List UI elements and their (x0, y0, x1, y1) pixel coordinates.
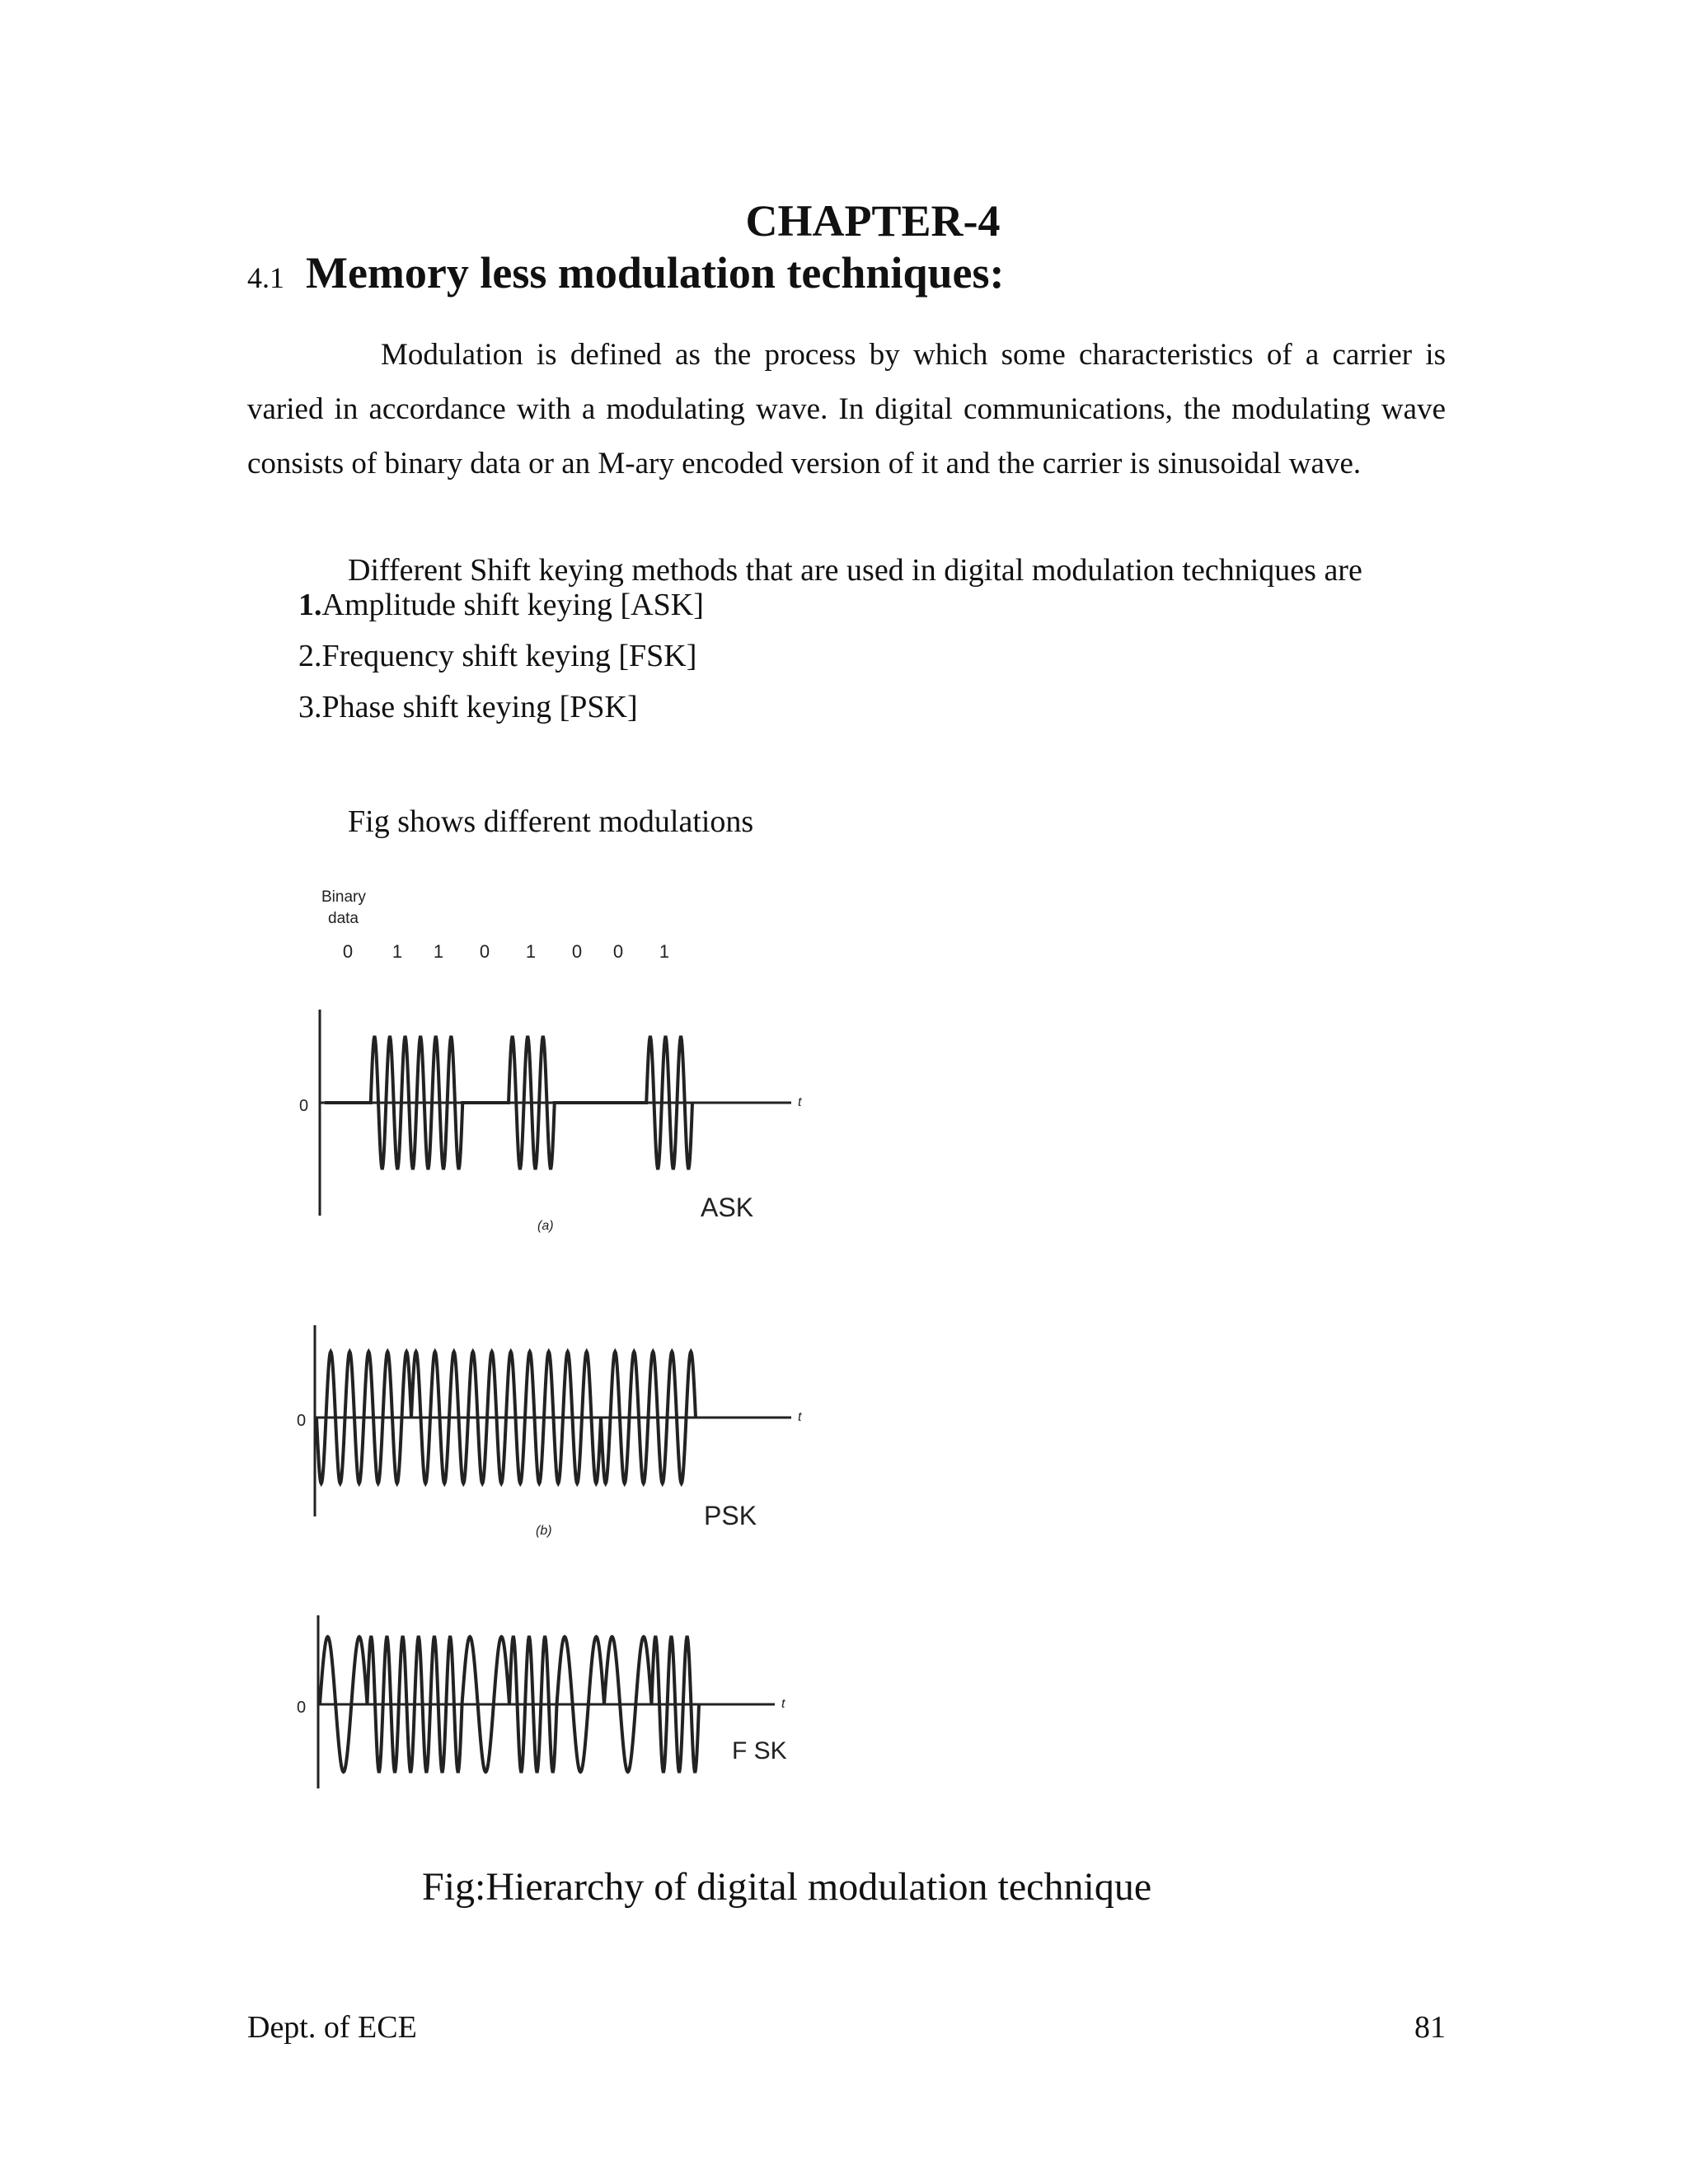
fsk-zero-label: 0 (297, 1699, 307, 1717)
psk-label: PSK (704, 1501, 757, 1530)
list-item-text: Amplitude shift keying [ASK] (321, 588, 704, 622)
binary-data-label-line2: data (328, 910, 359, 927)
body-paragraph: Modulation is defined as the process by which some characteristics of a carrier is varied in accordance with a modulating wave. In digital communications, the modulating wave consists of binary data or an M-ary encoded version of it and the carrier is sinusoidal wave. (247, 338, 1446, 480)
ask-time-label: t (798, 1095, 802, 1109)
ask-panel (299, 1010, 802, 1233)
bit-label: 0 (612, 941, 624, 962)
fsk-label: F SK (732, 1737, 787, 1765)
keying-methods-intro: Different Shift keying methods that are used in digital modulation techniques are (348, 553, 1362, 588)
page-number: 81 (1414, 2010, 1446, 2045)
ask-sublabel: (a) (537, 1219, 554, 1233)
list-item (298, 585, 704, 636)
section-title: Memory less modulation techniques: (306, 248, 1005, 298)
bit-label: 0 (571, 941, 583, 962)
figure-intro: Fig shows different modulations (348, 804, 754, 839)
list-item-number: 2. (298, 639, 322, 673)
psk-sublabel: (b) (536, 1524, 552, 1538)
figure-caption: Fig:Hierarchy of digital modulation technique (422, 1865, 1152, 1909)
list-item-text: Phase shift keying [PSK] (321, 690, 638, 724)
psk-panel (297, 1325, 802, 1538)
keying-methods-list (298, 585, 704, 738)
list-item-number: 1. (298, 588, 322, 622)
psk-waveform (316, 1352, 696, 1483)
list-item (298, 687, 704, 738)
bit-label: 1 (433, 941, 444, 962)
bit-label: 0 (479, 941, 490, 962)
footer-department: Dept. of ECE (247, 2010, 417, 2045)
fsk-time-label: t (781, 1697, 785, 1711)
bit-label: 1 (659, 941, 670, 962)
list-item-text: Frequency shift keying [FSK] (321, 639, 697, 673)
psk-zero-label: 0 (297, 1412, 307, 1430)
list-item (298, 636, 704, 687)
ask-label: ASK (701, 1193, 754, 1222)
psk-time-label: t (798, 1410, 802, 1424)
list-item-number: 3. (298, 690, 322, 724)
chapter-title: CHAPTER-4 (745, 196, 1001, 246)
bit-label: 1 (525, 941, 537, 962)
ask-zero-label: 0 (299, 1097, 309, 1115)
ask-waveform (325, 1037, 692, 1168)
bit-label: 0 (342, 941, 354, 962)
section-number: 4.1 (247, 261, 284, 294)
binary-data-label-line1: Binary (321, 888, 366, 906)
bit-label: 1 (392, 941, 403, 962)
modulation-figure (297, 882, 841, 1830)
modulation-waveforms (297, 882, 841, 1830)
section-heading (247, 247, 1004, 298)
fsk-panel (297, 1615, 787, 1788)
